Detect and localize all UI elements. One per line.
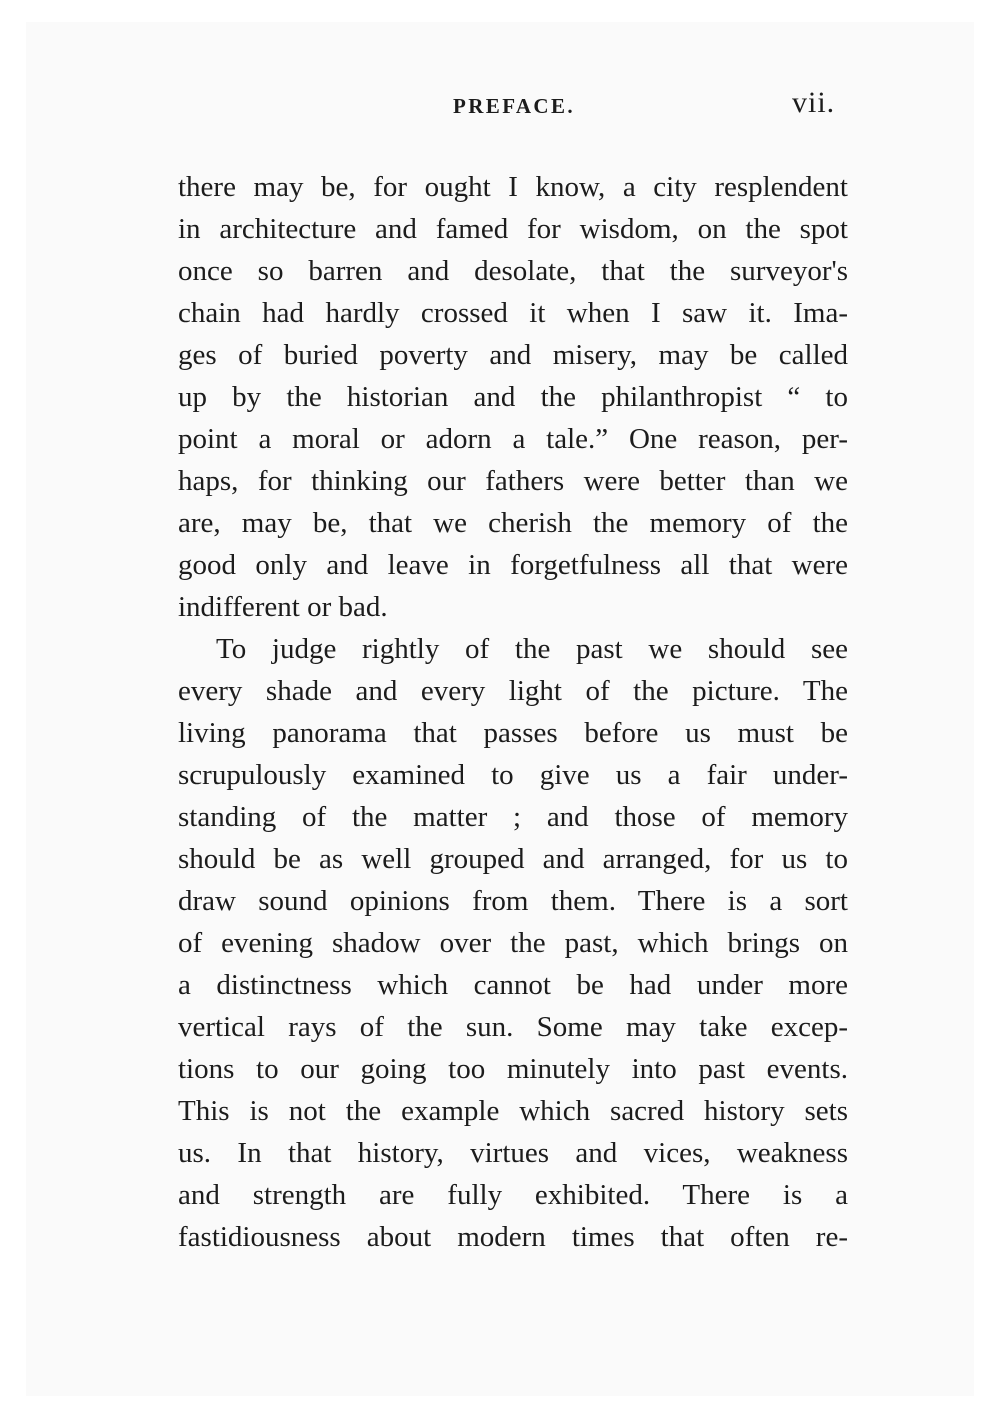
paragraph-2 [178, 628, 848, 1258]
text-line: us. In that history, virtues and vices, weakness [178, 1137, 848, 1169]
text-line: should be as well grouped and arranged, for us to [178, 843, 848, 875]
page-number: vii. [792, 86, 836, 119]
running-title: PREFACE. [453, 94, 576, 118]
text-line: there may be, for ought I know, a city resplendent [178, 171, 848, 203]
text-line: indifferent or bad. [178, 591, 388, 623]
text-line: draw sound opinions from them. There is a sort [178, 885, 848, 917]
text-line: up by the historian and the philanthropist “ to [178, 381, 848, 413]
text-line: scrupulously examined to give us a fair under- [178, 759, 848, 791]
running-head [0, 86, 1000, 126]
text-line: tions to our going too minutely into past events. [178, 1053, 848, 1085]
text-line: once so barren and desolate, that the surveyor's [178, 255, 848, 287]
text-line: To judge rightly of the past we should see [216, 633, 848, 665]
text-line: a distinctness which cannot be had under more [178, 969, 848, 1001]
text-line: fastidiousness about modern times that often re- [178, 1221, 848, 1253]
text-line: vertical rays of the sun. Some may take excep- [178, 1011, 848, 1043]
text-line: of evening shadow over the past, which brings on [178, 927, 848, 959]
text-line: ges of buried poverty and misery, may be called [178, 339, 848, 371]
text-line: living panorama that passes before us must be [178, 717, 848, 749]
text-line: and strength are fully exhibited. There is a [178, 1179, 848, 1211]
body-text [178, 166, 848, 1258]
text-line: point a moral or adorn a tale.” One reason, per- [178, 423, 848, 455]
text-line: standing of the matter ; and those of memory [178, 801, 848, 833]
text-line: This is not the example which sacred history sets [178, 1095, 848, 1127]
text-line: good only and leave in forgetfulness all that were [178, 549, 848, 581]
text-line: chain had hardly crossed it when I saw it. Ima- [178, 297, 848, 329]
text-line: are, may be, that we cherish the memory of the [178, 507, 848, 539]
text-line: every shade and every light of the picture. The [178, 675, 848, 707]
text-line: in architecture and famed for wisdom, on the spot [178, 213, 848, 245]
paragraph-1 [178, 166, 848, 628]
text-line: haps, for thinking our fathers were better than we [178, 465, 848, 497]
